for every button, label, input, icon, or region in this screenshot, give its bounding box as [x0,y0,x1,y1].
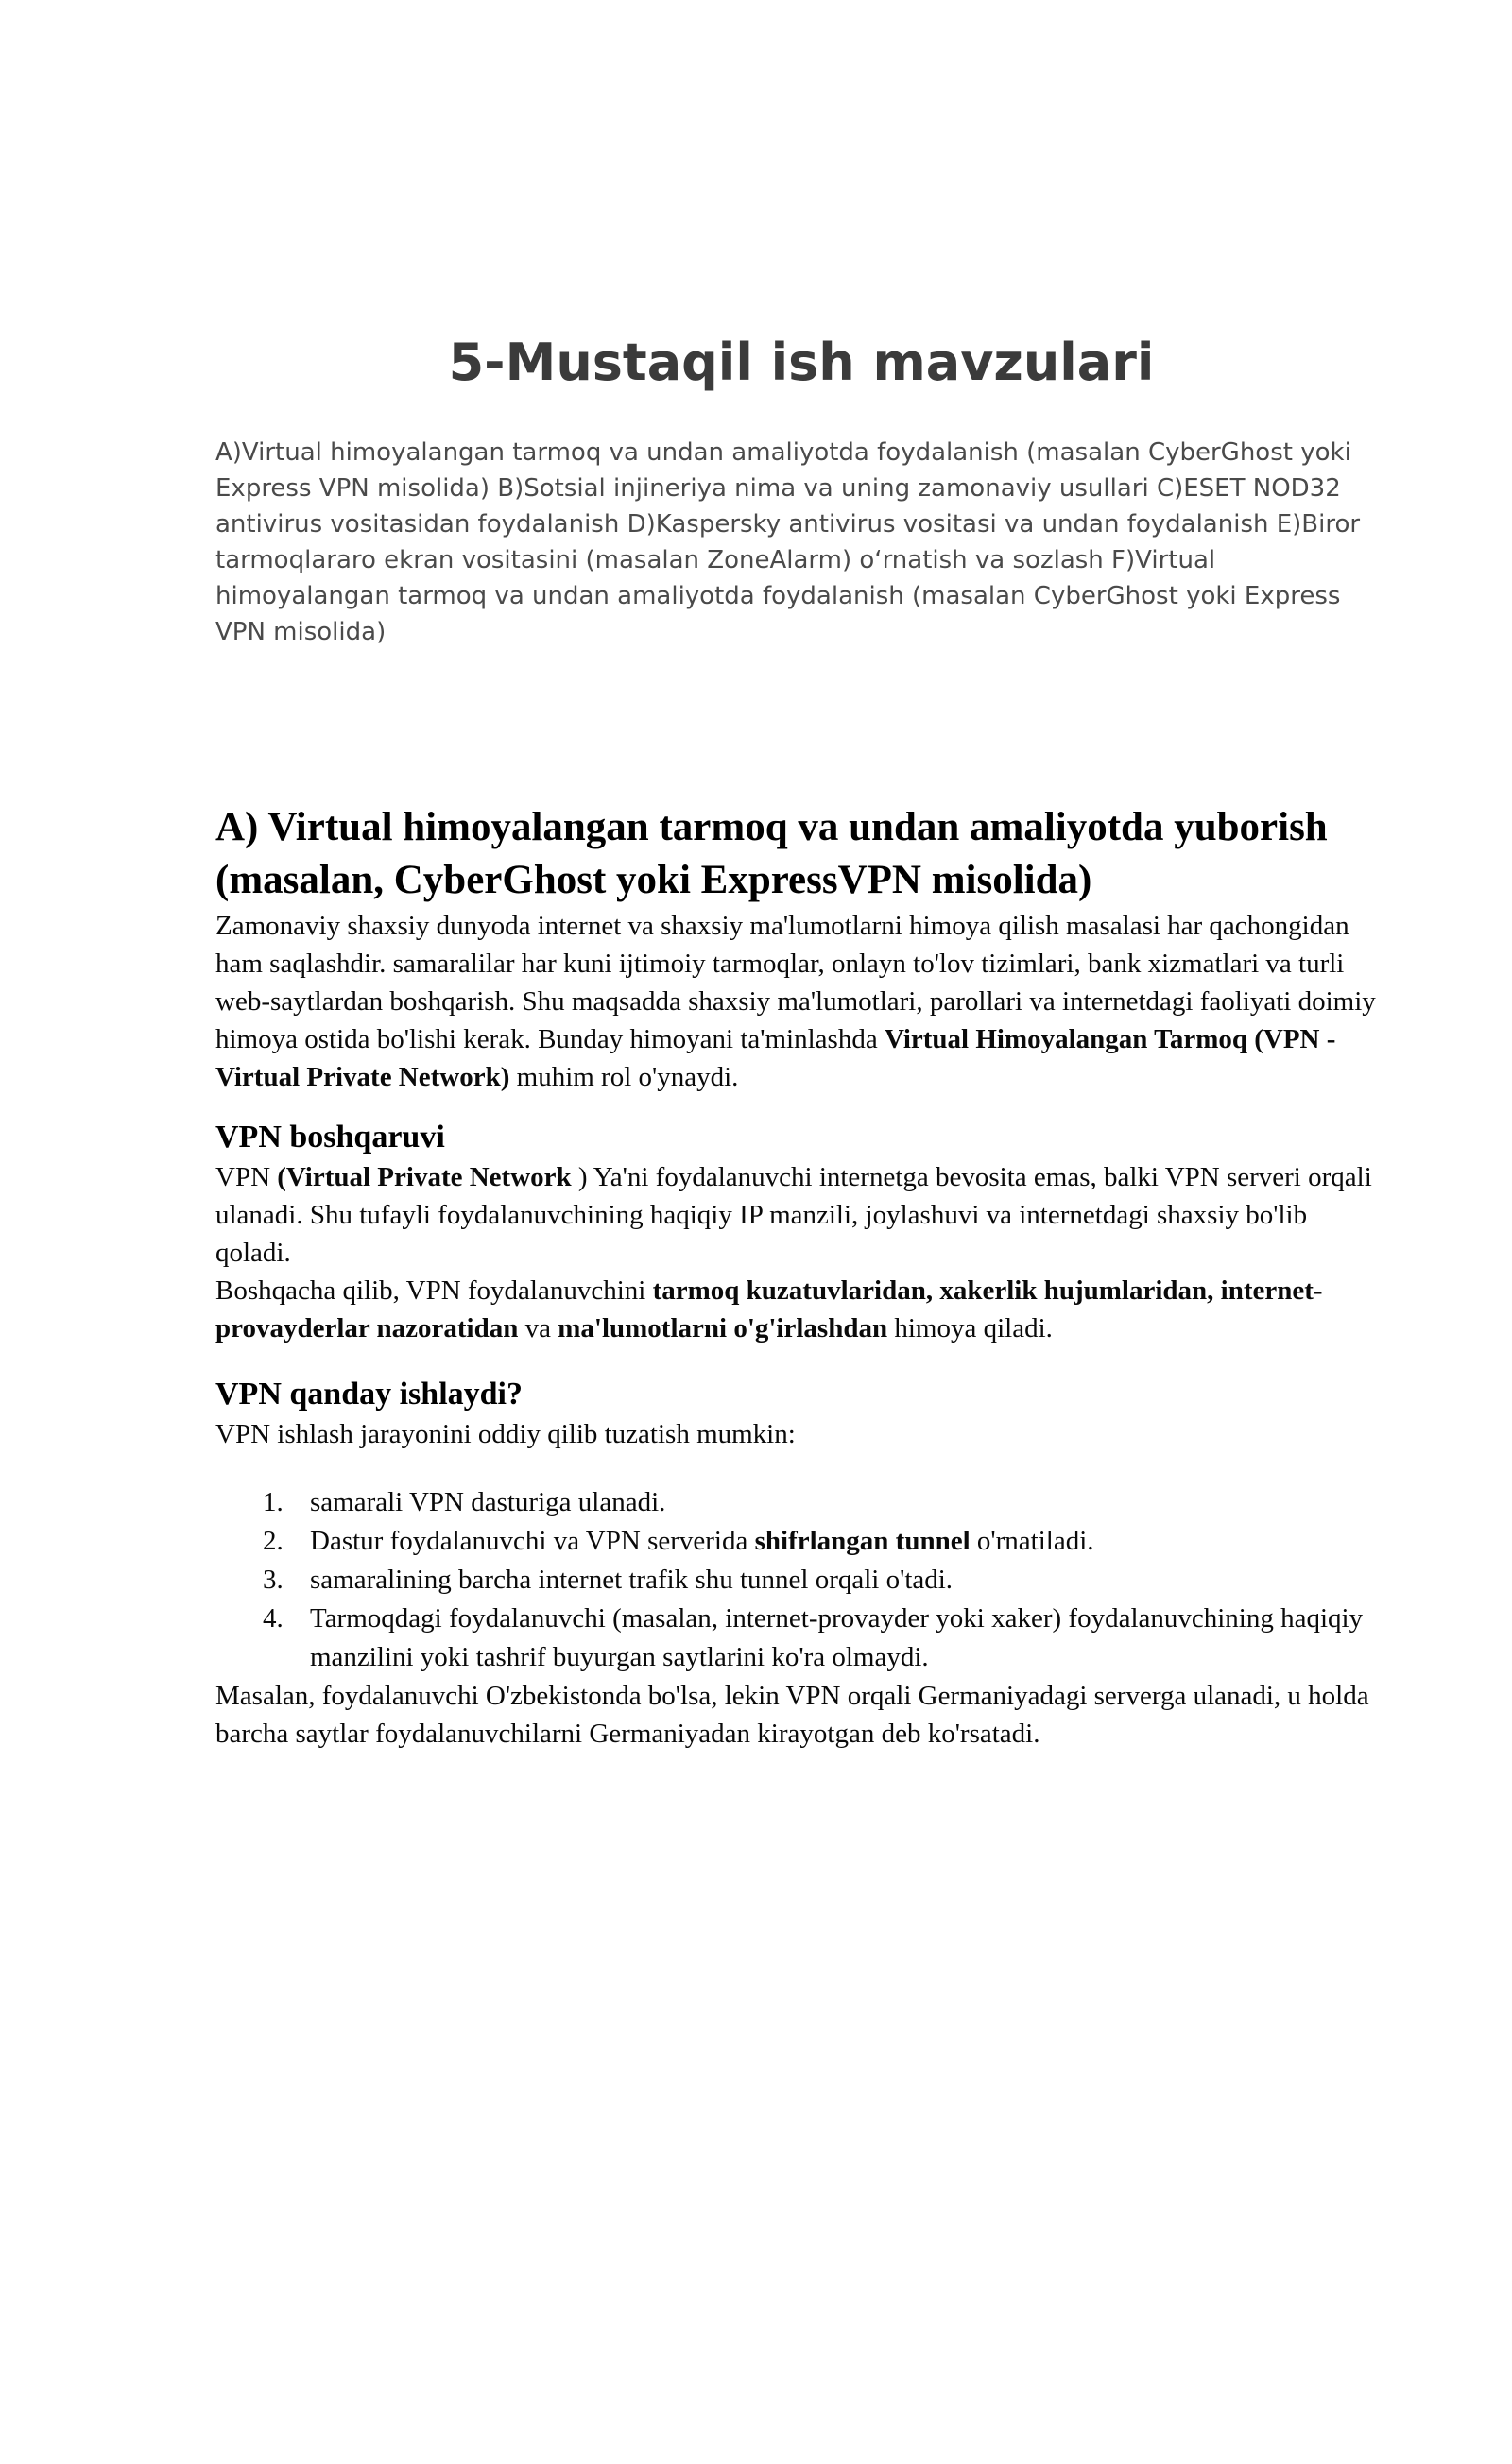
list-item-text [310,1561,1387,1600]
vpn-definition-post: ) Ya'ni foydalanuvchi internetga bevosita emas, balki VPN serveri orqali ulanadi. Shu tufayli foydalanuvchining haqiqiy IP manzili, joylashuvi va internetdagi shaxsiy bo'lib qoladi. [215,1162,1372,1268]
topics-intro-paragraph: A)Virtual himoyalangan tarmoq va undan amaliyotda foydalanish (masalan CyberGhost yoki Express VPN misolida) B)Sotsial injineriya nima va uning zamonaviy usullari C)ESET NOD32 antivirus vositasidan foydalanish D)Kaspersky antivirus vositasi va undan foydalanish E)Biror tarmoqlararo ekran vositasini (masalan ZoneAlarm) o‘rnatish va sozlash F)Virtual himoyalangan tarmoq va undan amaliyotda foydalanish (masalan CyberGhost yoki Express VPN misolida) [215,438,1361,646]
list-item-text-pre: Dastur foydalanuvchi va VPN serverida [310,1526,755,1556]
vpn-definition-bold: (Virtual Private Network [277,1162,572,1192]
how-vpn-works-lead: VPN ishlash jarayonini oddiy qilib tuzatish mumkin: [215,1419,796,1449]
vpn-protection-bold-2: ma'lumotlarni o'g'irlashdan [558,1313,888,1343]
vpn-protection-pre: Boshqacha qilib, VPN foydalanuvchini [215,1275,653,1306]
list-item-text [310,1600,1387,1677]
how-vpn-works-heading: VPN qanday ishlaydi? [215,1377,523,1412]
vpn-protection-bold-1: tarmoq kuzatuvlaridan, xakerlik hujumlaridan, internet-provayderlar nazoratidan [215,1275,1323,1343]
list-item-text-pre: samaralining barcha internet trafik shu tunnel orqali o'tadi. [310,1565,954,1595]
vpn-protection-post: himoya qiladi. [887,1313,1053,1343]
vpn-definition-paragraph [215,1158,1387,1272]
list-item-text-pre: Tarmoqdagi foydalanuvchi (masalan, internet-provayder yoki xaker) foydalanuvchining haqiqiy manzilini yoki tashrif buyurgan saytlarini ko'ra olmaydi. [310,1603,1364,1672]
list-item [263,1483,1387,1522]
vpn-steps-list [215,1483,1387,1677]
document-page [215,327,1387,1753]
list-item [263,1522,1387,1561]
vpn-overview-paragraph [215,907,1387,1096]
list-item-text [310,1483,1387,1522]
list-item-number: 4. [263,1603,284,1634]
vpn-overview-text-post: muhim rol o'ynaydi. [509,1062,739,1092]
vpn-protection-paragraph [215,1272,1387,1347]
list-item [263,1600,1387,1677]
document-title: 5-Mustaqil ish mavzulari [448,333,1155,392]
section-a-heading: A) Virtual himoyalangan tarmoq va undan amaliyotda yuborish (masalan, CyberGhost yoki ExpressVPN misolida) [215,805,1328,902]
vpn-protection-mid: va [518,1313,558,1343]
vpn-overview-text-bold: Virtual Himoyalangan Tarmoq (VPN - Virtual Private Network) [215,1024,1336,1092]
list-item-text [310,1522,1387,1561]
list-item-text-pre: samarali VPN dasturiga ulanadi. [310,1487,666,1517]
list-item-number: 1. [263,1487,284,1517]
vpn-overview-text-pre: Zamonaviy shaxsiy dunyoda internet va shaxsiy ma'lumotlarni himoya qilish masalasi har qachongidan ham saqlashdir. samaralilar har kuni ijtimoiy tarmoqlar, onlayn to'lov tizimlari, bank xizmatlari va turli web-saytlardan boshqarish. Shu maqsadda shaxsiy ma'lumotlari, parollari va internetdagi faoliyati doimiy himoya ostida bo'lishi kerak. Bunday himoyani ta'minlashda [215,911,1376,1054]
list-item [263,1561,1387,1600]
vpn-management-heading: VPN boshqaruvi [215,1120,445,1155]
list-item-number: 3. [263,1565,284,1595]
list-item-text-bold: shifrlangan tunnel [754,1526,971,1556]
list-item-number: 2. [263,1526,284,1556]
vpn-example-paragraph: Masalan, foydalanuvchi O'zbekistonda bo'lsa, lekin VPN orqali Germaniyadagi serverga ulanadi, u holda barcha saytlar foydalanuvchilarni Germaniyadan kirayotgan deb ko'rsatadi. [215,1681,1369,1749]
list-item-text-post: o'rnatiladi. [970,1526,1094,1556]
vpn-definition-pre: VPN [215,1162,278,1192]
